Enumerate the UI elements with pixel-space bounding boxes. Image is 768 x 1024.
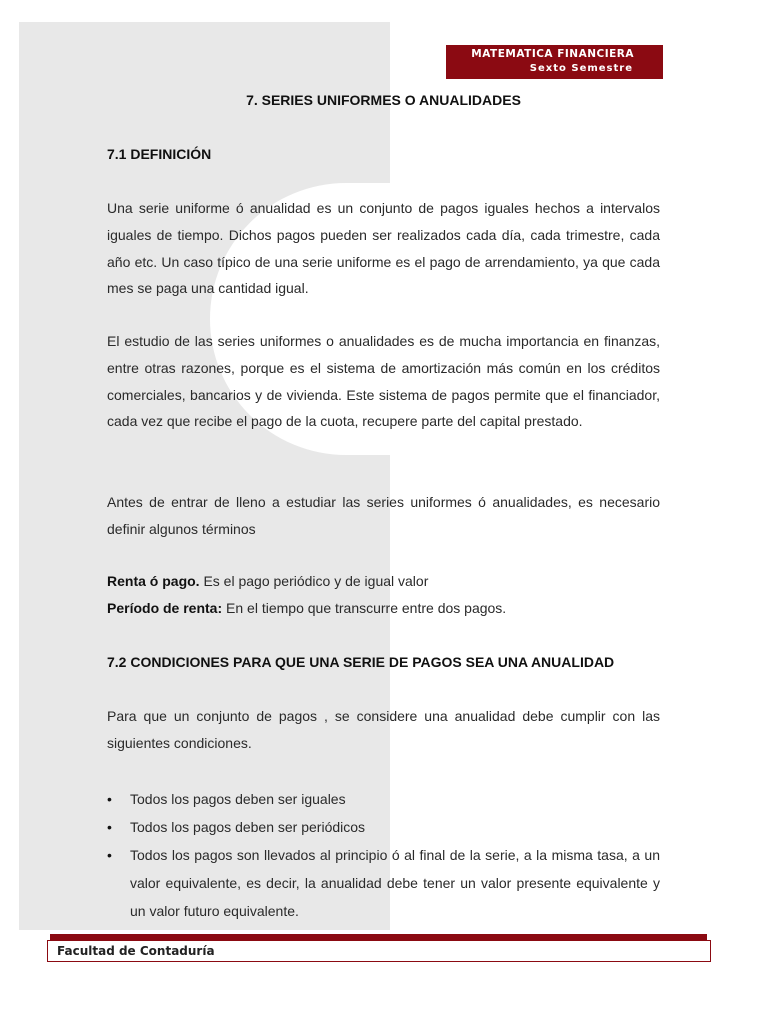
paragraph-importance: El estudio de las series uniformes o anualidades es de mucha importancia en finanzas, entre otras razones, porque es el sistema de amortización más común en los créditos comerciales, bancarios y de vivienda. Este sistema de pagos permite que el financiador, cada vez que recibe el pago de la cuota, recupere parte del capital prestado.: [107, 333, 660, 430]
header-subject: MATEMATICA FINANCIERA: [471, 48, 634, 60]
header-badge: [446, 45, 663, 79]
footer-faculty: Facultad de Contaduría: [57, 944, 215, 958]
conditions-list: [107, 785, 660, 925]
definition-periodo: [107, 600, 506, 616]
paragraph-terms-intro: Antes de entrar de lleno a estudiar las series uniformes ó anualidades, es necesario definir algunos términos: [107, 494, 660, 537]
definition-renta: [107, 573, 428, 589]
paragraph-definition: Una serie uniforme ó anualidad es un conjunto de pagos iguales hechos a intervalos iguales de tiempo. Dichos pagos pueden ser realizados cada día, cada trimestre, cada año etc. Un caso típico de una serie uniforme es el pago de arrendamiento, ya que cada mes se paga una cantidad igual.: [107, 200, 660, 297]
definition-text: En el tiempo que transcurre entre dos pagos.: [222, 600, 507, 616]
header-semester: Sexto Semestre: [529, 63, 633, 74]
list-item: • Todos los pagos son llevados al principio ó al final de la serie, a la misma tasa, a un valor equivalente, es decir, la anualidad debe tener un valor presente equivalente y un valor futuro equivalente.: [107, 841, 660, 925]
list-item: • Todos los pagos deben ser iguales: [107, 785, 660, 813]
definition-text: Es el pago periódico y de igual valor: [199, 573, 429, 589]
footer: [47, 940, 711, 962]
section-heading-condiciones: 7.2 CONDICIONES PARA QUE UNA SERIE DE PAGOS SEA UNA ANUALIDAD: [107, 654, 615, 670]
definition-term: Renta ó pago.: [107, 573, 200, 589]
paragraph-conditions-intro: Para que un conjunto de pagos , se considere una anualidad debe cumplir con las siguientes condiciones.: [107, 708, 660, 751]
list-item: • Todos los pagos deben ser periódicos: [107, 813, 660, 841]
section-heading-definicion: 7.1 DEFINICIÓN: [107, 146, 212, 162]
page-title: 7. SERIES UNIFORMES O ANUALIDADES: [246, 92, 521, 108]
definition-term: Período de renta:: [107, 600, 223, 616]
